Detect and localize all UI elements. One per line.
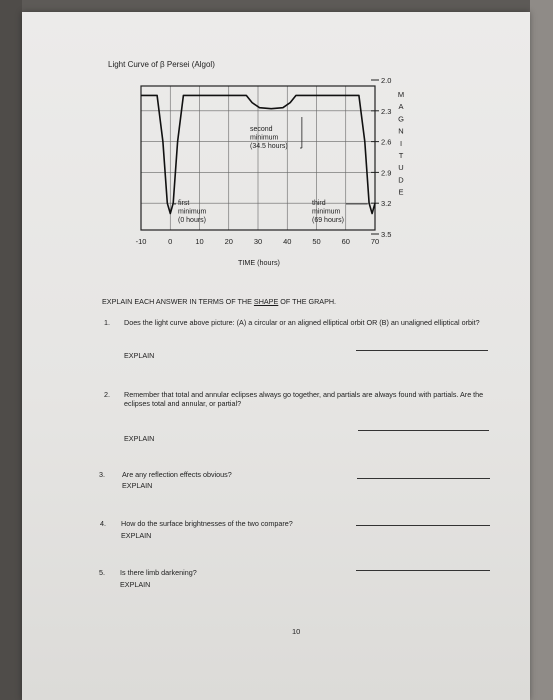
question-1-explain: EXPLAIN — [124, 351, 155, 360]
y-tick-label: 2.9 — [381, 168, 392, 178]
x-tick-label: -10 — [135, 237, 147, 246]
magnitude-letter: E — [398, 187, 404, 197]
question-1-number: 1. — [104, 318, 110, 327]
third-minimum-label: third — [312, 200, 326, 207]
magnitude-letter: D — [398, 175, 404, 185]
x-tick-label: 10 — [195, 237, 204, 246]
x-tick-labels — [136, 237, 380, 246]
question-2-explain: EXPLAIN — [124, 434, 155, 443]
question-2-number: 2. — [104, 390, 110, 399]
x-tick-label: 40 — [283, 237, 292, 246]
magnitude-letter: I — [399, 138, 403, 148]
magnitude-letter: A — [398, 102, 404, 112]
x-tick-label: 50 — [312, 237, 321, 246]
instruction-suffix: OF THE GRAPH. — [278, 297, 337, 306]
first-minimum-label: (0 hours) — [178, 217, 207, 224]
first-minimum-label: first — [178, 200, 190, 207]
x-tick-label: 0 — [168, 237, 173, 246]
magnitude-letter: M — [397, 90, 405, 99]
question-5-answer-line[interactable] — [356, 570, 490, 571]
second-minimum-label: minimum — [250, 134, 279, 142]
chart-title: Light Curve of β Persei (Algol) — [108, 60, 215, 69]
question-2-text: Remember that total and annular eclipses always go together, and partials are always found with partials. Are the eclipses total and annular, or partial? — [124, 390, 484, 408]
y-tick-label: 2.3 — [381, 106, 392, 116]
question-3-text: Are any reflection effects obvious? — [122, 470, 232, 479]
question-4-answer-line[interactable] — [356, 525, 490, 526]
instruction-underlined: SHAPE — [253, 297, 279, 306]
question-2-answer-line[interactable] — [358, 430, 489, 431]
x-axis-label: TIME (hours) — [238, 258, 280, 267]
magnitude-letter: U — [398, 163, 404, 173]
instruction-prefix: EXPLAIN EACH ANSWER IN TERMS OF THE — [102, 297, 254, 306]
y-tick-label: 3.2 — [381, 199, 392, 209]
y-tick-label: 3.5 — [381, 230, 392, 239]
question-1-text: Does the light curve above picture: (A) a circular or an aligned elliptical orbit OR (B) an unaligned elliptical orbit? — [124, 318, 480, 327]
x-tick-label: 30 — [253, 237, 263, 246]
instruction-text — [102, 297, 336, 306]
first-minimum-label: minimum — [178, 208, 207, 216]
minimum-annotations — [174, 117, 368, 224]
magnitude-letter: N — [398, 126, 404, 136]
y-tick-label: 2.0 — [381, 76, 392, 85]
second-minimum-label: second — [250, 126, 273, 133]
page-number: 10 — [292, 627, 301, 636]
third-minimum-label: (69 hours) — [312, 217, 344, 224]
y-tick-label: 2.6 — [381, 137, 392, 147]
question-3-answer-line[interactable] — [357, 478, 490, 479]
x-tick-label: 70 — [370, 237, 380, 246]
question-4-explain: EXPLAIN — [121, 531, 152, 540]
third-minimum-label: minimum — [312, 208, 341, 216]
y-tick-labels — [371, 76, 391, 239]
second-minimum-label: (34.5 hours) — [250, 143, 288, 150]
x-tick-label: 20 — [224, 237, 233, 246]
x-tick-label: 60 — [341, 237, 350, 246]
question-5-explain: EXPLAIN — [120, 580, 151, 589]
question-3-number: 3. — [99, 470, 105, 479]
y-axis-label-magnitude — [398, 90, 404, 197]
question-3-explain: EXPLAIN — [122, 481, 153, 490]
question-5-number: 5. — [99, 568, 105, 577]
question-1-answer-line[interactable] — [356, 350, 488, 351]
magnitude-letter: G — [398, 114, 404, 124]
question-4-text: How do the surface brightnesses of the two compare? — [121, 519, 293, 528]
magnitude-letter: T — [398, 151, 404, 160]
question-4-number: 4. — [100, 519, 106, 528]
question-5-text: Is there limb darkening? — [120, 568, 197, 577]
